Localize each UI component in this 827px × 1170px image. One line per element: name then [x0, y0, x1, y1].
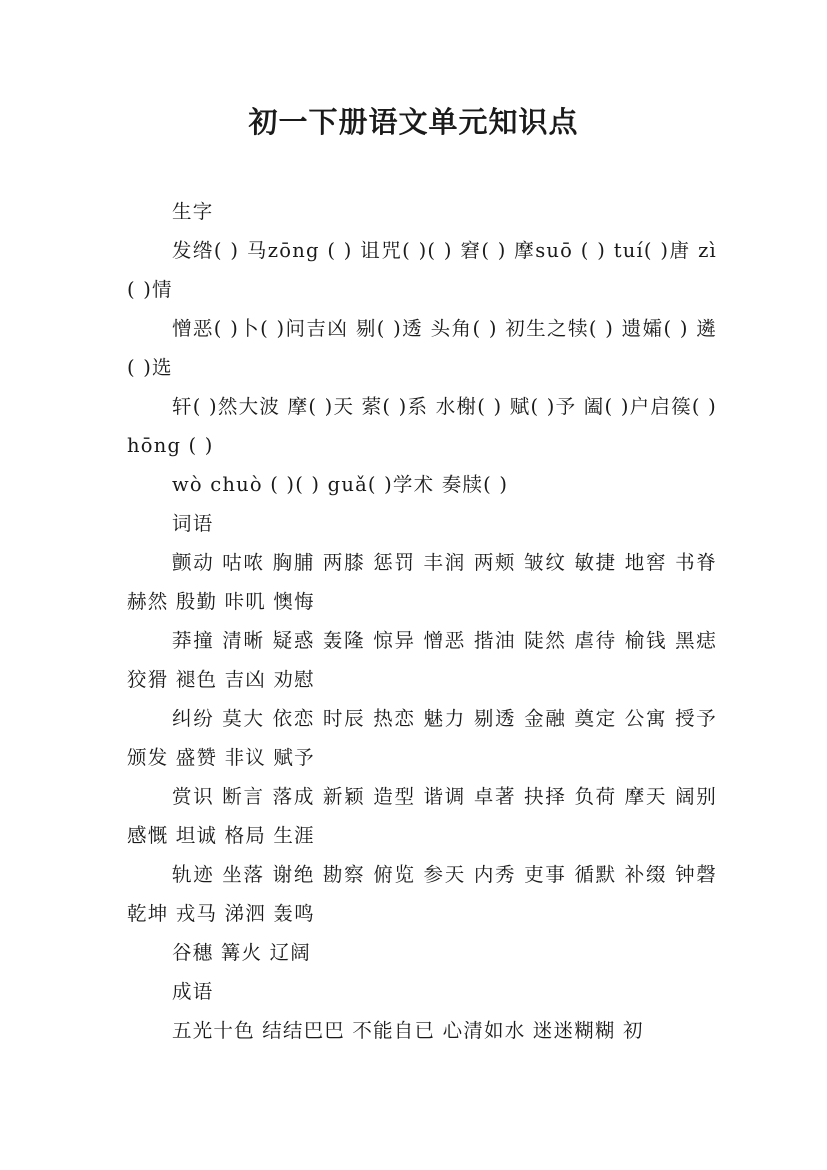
words-paragraph-2: 莽撞 清晰 疑惑 轰隆 惊异 憎恶 揩油 陡然 虐待 榆钱 黑痣 狡猾 褪色 吉凶 劝慰: [127, 629, 725, 691]
idioms-paragraph-1: 五光十色 结结巴巴 不能自已 心清如水 迷迷糊糊 初: [172, 1019, 644, 1042]
words-paragraph-4: 赏识 断言 落成 新颖 造型 谐调 卓著 抉择 负荷 摩天 阔别 感慨 坦诚 格局 生涯: [127, 785, 725, 847]
section-heading-idioms: 成语: [172, 980, 214, 1003]
words-paragraph-1: 颤动 咕哝 胸脯 两膝 惩罚 丰润 两颊 皱纹 敏捷 地窖 书脊 赫然 殷勤 咔叽 懊悔: [127, 551, 725, 613]
characters-paragraph-3: 轩( )然大波 摩( )天 萦( )系 水榭( ) 赋( )予 阖( )户启篌( ) hōng ( ): [127, 395, 725, 457]
characters-paragraph-4: wò chuò ( )( ) guǎ( )学术 奏牍( ): [172, 473, 509, 496]
section-heading-words: 词语: [172, 512, 214, 535]
section-heading-characters: 生字: [172, 200, 214, 223]
words-paragraph-6: 谷穗 篝火 辽阔: [172, 941, 311, 964]
words-paragraph-5: 轨迹 坐落 谢绝 勘察 俯览 参天 内秀 吏事 循默 补缀 钟磬 乾坤 戎马 涕泗 轰鸣: [127, 863, 725, 925]
characters-paragraph-2: 憎恶( )卜( )问吉凶 剔( )透 头角( ) 初生之犊( ) 遗孀( ) 遴( )选: [127, 317, 717, 379]
characters-paragraph-1: 发绺( ) 马zōng ( ) 诅咒( )( ) 窘( ) 摩suō ( ) tuí( )唐 zì( )情: [127, 239, 717, 301]
document-title: 初一下册语文单元知识点: [248, 105, 579, 139]
document-body: [127, 192, 725, 1050]
words-paragraph-3: 纠纷 莫大 依恋 时辰 热恋 魅力 剔透 金融 奠定 公寓 授予 颁发 盛赞 非议 赋予: [127, 707, 725, 769]
